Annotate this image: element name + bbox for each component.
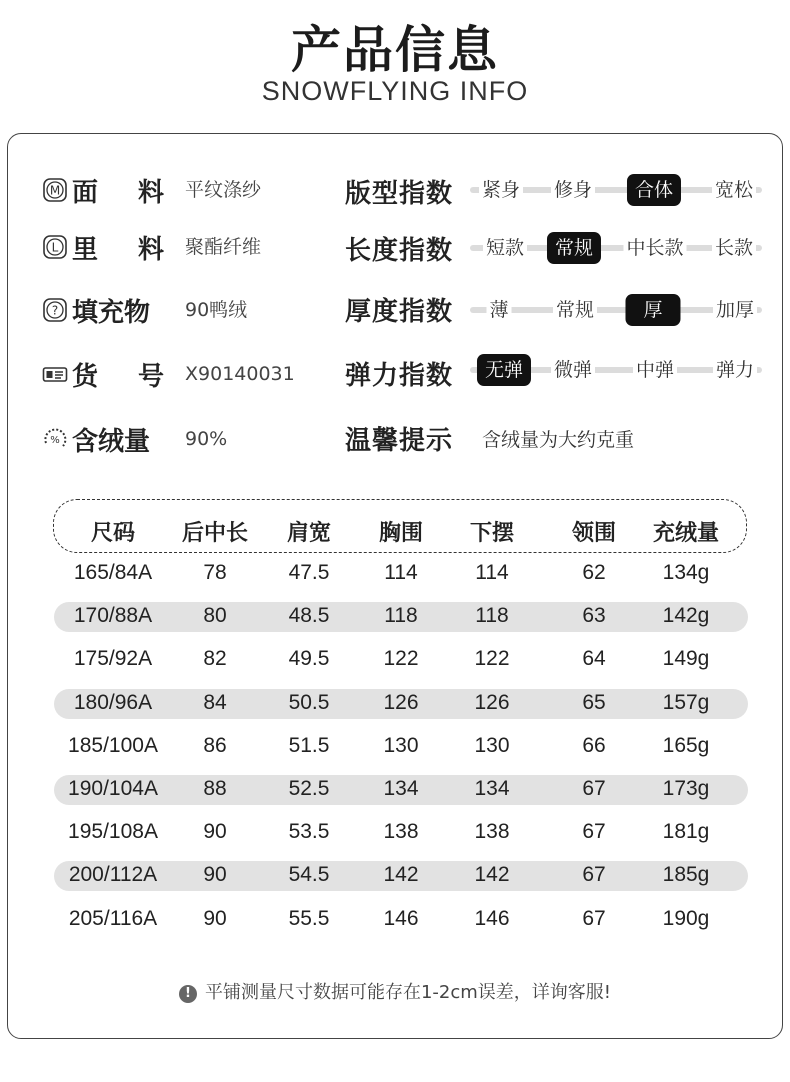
table-cell: 88: [203, 777, 227, 800]
table-cell: 118: [475, 604, 509, 628]
table-cell: 122: [474, 647, 510, 671]
table-cell: 114: [475, 561, 509, 584]
table-cell: 185g: [662, 863, 710, 887]
attr-down-content: [42, 422, 228, 457]
attr-label-b: 号: [137, 361, 164, 392]
attr-label-a: 填充物: [72, 297, 151, 328]
table-cell: 190g: [662, 906, 710, 930]
table-cell: 67: [582, 777, 606, 800]
page-subtitle: SNOWFLYING INFO: [261, 76, 529, 106]
table-cell: 78: [203, 561, 227, 584]
table-cell: 67: [582, 863, 606, 887]
scale-option-selected: 合体: [627, 174, 681, 206]
attr-label-b: 料: [137, 234, 164, 265]
table-cell: 118: [384, 604, 418, 628]
table-header-cell: 下摆: [469, 521, 515, 546]
table-header-cell: 领围: [571, 521, 617, 546]
svg-text:L: L: [51, 240, 59, 255]
table-cell: 86: [203, 733, 227, 757]
index-label-fit: 版型指数: [345, 179, 454, 209]
table-cell: 90: [203, 906, 227, 930]
table-cell: 90: [203, 820, 227, 844]
info-panel: [7, 133, 783, 1039]
table-cell: 47.5: [288, 561, 330, 584]
table-cell: 114: [384, 561, 418, 584]
table-cell: 48.5: [288, 604, 330, 628]
table-cell: 142g: [662, 604, 710, 628]
index-label-thickness: 厚度指数: [345, 297, 454, 327]
page-title: 产品信息: [291, 21, 499, 79]
fabric-m-icon: [42, 177, 68, 203]
attr-fabric: [42, 173, 262, 208]
scale-option: 长款: [712, 232, 756, 264]
table-cell: 52.5: [288, 777, 330, 800]
table-cell: 84: [203, 690, 227, 714]
exclamation-icon: !: [179, 985, 197, 1003]
index-scale-elasticity: [470, 352, 762, 388]
table-cell: 180/96A: [73, 690, 153, 714]
scale-option: 中弹: [633, 354, 677, 386]
table-cell: 122: [383, 647, 419, 671]
measure-note: [0, 978, 790, 1004]
percent-gauge-icon: [42, 426, 68, 452]
table-cell: 64: [582, 647, 606, 671]
attr-value: 平纹涤纱: [185, 179, 262, 201]
table-cell: 165g: [662, 733, 710, 757]
table-cell: 157g: [662, 690, 710, 714]
table-cell: 165/84A: [73, 561, 153, 584]
table-cell: 90: [203, 863, 227, 887]
table-cell: 126: [383, 690, 419, 714]
table-header-cell: 充绒量: [652, 521, 720, 546]
attr-label-a: 面: [72, 177, 99, 208]
table-cell: 190/104A: [68, 777, 158, 800]
table-cell: 175/92A: [73, 647, 153, 671]
attr-value: 聚酯纤维: [185, 236, 262, 258]
table-cell: 130: [383, 733, 419, 757]
lining-l-icon: [42, 234, 68, 260]
table-cell: 63: [582, 604, 606, 628]
scale-option: 薄: [486, 294, 511, 326]
table-cell: 146: [383, 906, 419, 930]
table-cell: 138: [383, 820, 419, 844]
index-label-length: 长度指数: [345, 236, 454, 266]
table-cell: 134g: [662, 561, 710, 584]
attr-item-no: [42, 357, 295, 392]
index-scale-fit: [470, 172, 762, 208]
table-cell: 142: [383, 863, 419, 887]
table-cell: 62: [582, 561, 606, 584]
attr-value: 90%: [185, 428, 228, 450]
scale-option: 短款: [483, 232, 527, 264]
scale-option-selected: 无弹: [477, 354, 531, 386]
attr-value: X90140031: [185, 363, 295, 385]
table-cell: 67: [582, 906, 606, 930]
scale-option: 常规: [553, 294, 597, 326]
table-cell: 126: [474, 690, 510, 714]
scale-option: 修身: [551, 174, 595, 206]
attr-filling: [42, 293, 248, 328]
table-cell: 80: [203, 604, 227, 628]
table-cell: 195/108A: [68, 820, 158, 844]
id-card-icon: [42, 361, 68, 387]
svg-text:M: M: [49, 183, 61, 198]
svg-text:?: ?: [51, 303, 59, 318]
table-cell: 55.5: [288, 906, 330, 930]
table-cell: 185/100A: [68, 733, 158, 757]
attr-label-a: 里: [72, 234, 99, 265]
table-cell: 170/88A: [73, 604, 153, 628]
table-header-cell: 尺码: [90, 521, 136, 546]
scale-option: 弹力: [713, 354, 757, 386]
table-cell: 67: [582, 820, 606, 844]
question-box-icon: [42, 297, 68, 323]
attr-value: 90鸭绒: [185, 299, 248, 321]
table-cell: 134: [383, 777, 419, 800]
table-cell: 205/116A: [68, 906, 158, 930]
scale-option: 宽松: [712, 174, 756, 206]
attr-label-a: 货: [72, 361, 99, 392]
table-cell: 146: [474, 906, 510, 930]
table-cell: 65: [582, 690, 606, 714]
table-cell: 51.5: [288, 733, 330, 757]
attr-label-b: 料: [137, 177, 164, 208]
scale-option: 紧身: [479, 174, 523, 206]
scale-option-selected: 常规: [547, 232, 601, 264]
table-cell: 50.5: [288, 690, 330, 714]
tip-label: 温馨提示: [345, 426, 454, 456]
table-cell: 181g: [662, 820, 710, 844]
table-cell: 138: [474, 820, 510, 844]
table-cell: 173g: [662, 777, 710, 800]
table-cell: 200/112A: [68, 863, 158, 887]
table-cell: 49.5: [288, 647, 330, 671]
table-cell: 134: [474, 777, 510, 800]
attr-lining: [42, 230, 262, 265]
table-header-cell: 肩宽: [286, 521, 332, 546]
table-cell: 53.5: [288, 820, 330, 844]
index-scale-thickness: [470, 292, 762, 328]
table-header-cell: 胸围: [378, 521, 424, 546]
table-cell: 54.5: [288, 863, 330, 887]
scale-option-selected: 厚: [625, 294, 680, 326]
table-header-cell: 后中长: [181, 521, 249, 546]
table-cell: 149g: [662, 647, 710, 671]
table-cell: 82: [203, 647, 227, 671]
svg-text:%: %: [50, 435, 60, 446]
measure-note-text: 平铺测量尺寸数据可能存在1-2cm误差，详询客服!: [204, 982, 612, 1003]
table-cell: 142: [474, 863, 510, 887]
table-cell: 66: [582, 733, 606, 757]
index-scale-length: [470, 230, 762, 266]
tip-text: 含绒量为大约克重: [482, 429, 635, 451]
scale-option: 加厚: [713, 294, 757, 326]
table-cell: 130: [474, 733, 510, 757]
scale-option: 微弹: [551, 354, 595, 386]
index-label-elasticity: 弹力指数: [345, 361, 454, 391]
attr-label-a: 含绒量: [72, 426, 151, 457]
scale-option: 中长款: [623, 232, 686, 264]
